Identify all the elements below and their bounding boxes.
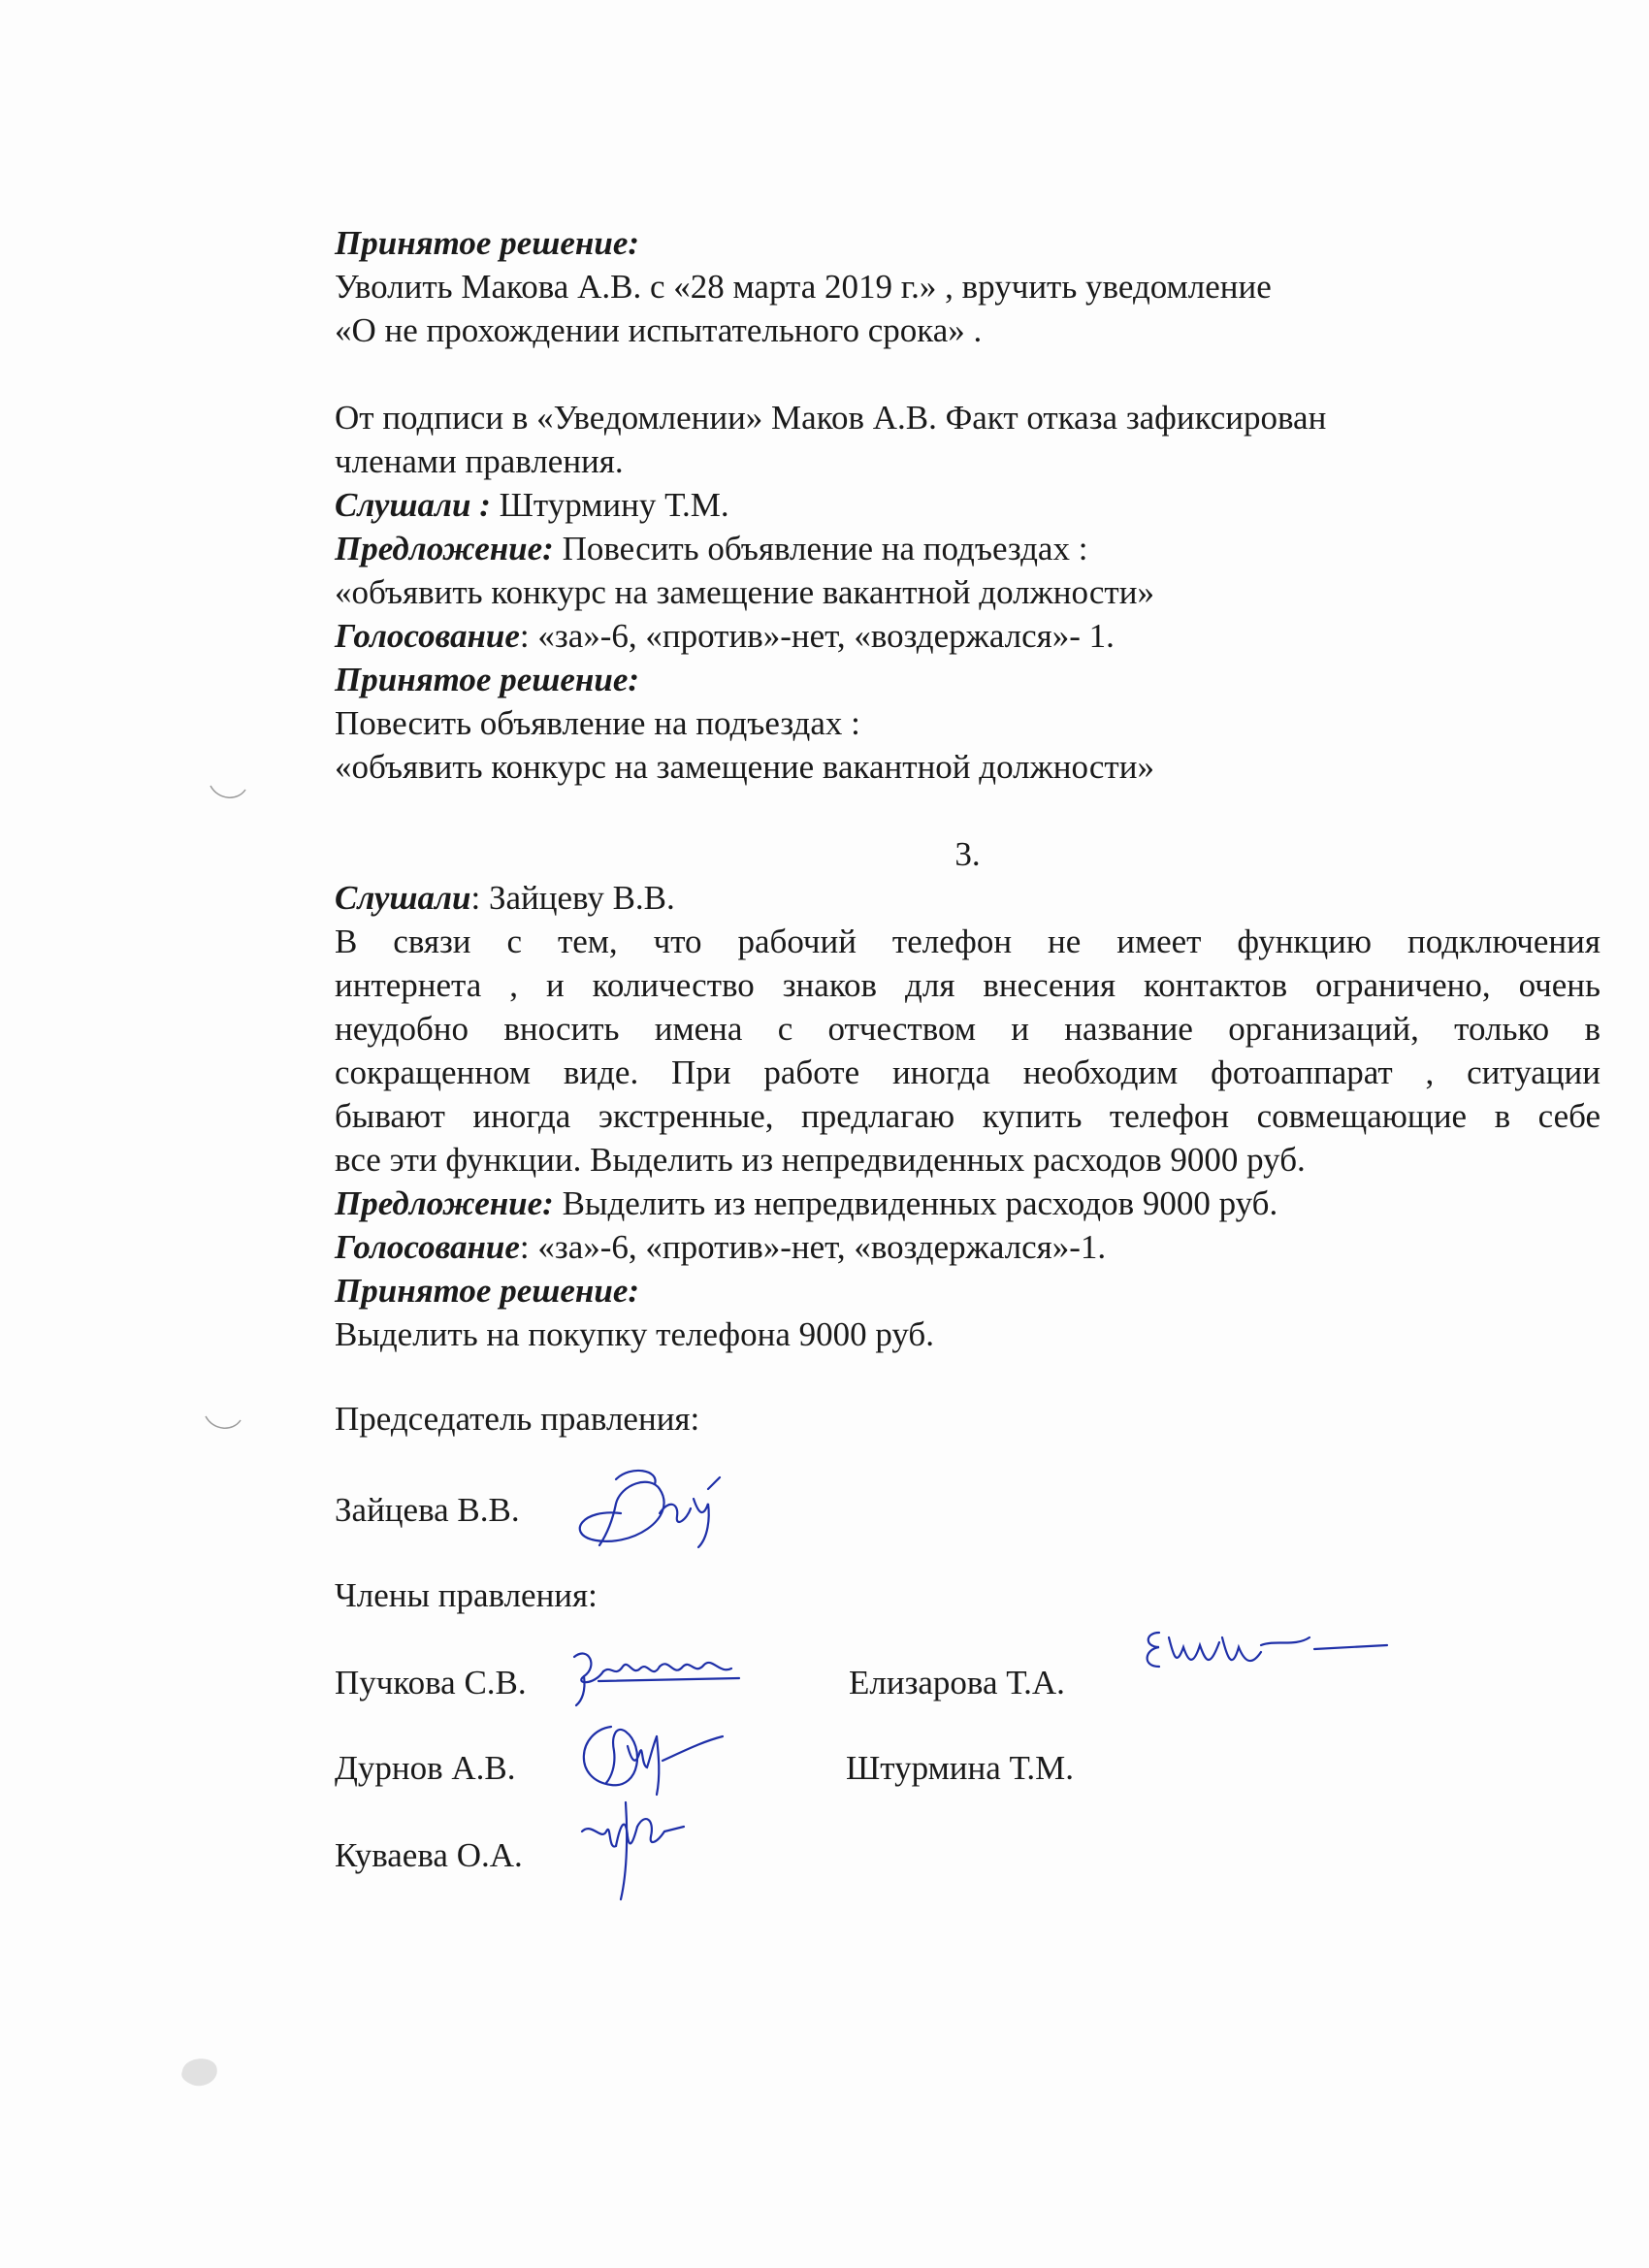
heard3: Слушали: Зайцеву В.В. <box>335 879 675 917</box>
vote3: Голосование: «за»-6, «против»-нет, «воздержался»-1. <box>335 1228 1107 1266</box>
proposal2: Предложение: Повесить объявление на подъездах : <box>335 530 1088 567</box>
para3-line: все эти функции. Выделить из непредвиденных расходов 9000 руб. <box>335 1141 1306 1179</box>
signature-chairman <box>563 1460 747 1557</box>
punch-hole-mark <box>204 1407 242 1436</box>
signature-member-2 <box>1130 1618 1392 1691</box>
decision3-line1: Выделить на покупку телефона 9000 руб. <box>335 1315 934 1353</box>
para3-line: сокращенном виде. При работе иногда необходим фотоаппарат , ситуации <box>335 1053 1600 1091</box>
decision3: Принятое решение: <box>335 1272 640 1310</box>
punch-hole-mark <box>209 776 247 805</box>
refusal-line1: От подписи в «Уведомлении» Маков А.В. Факт отказа зафиксирован <box>335 399 1327 437</box>
decision1-line1: Уволить Макова А.В. с «28 марта 2019 г.» , вручить уведомление <box>335 268 1272 306</box>
chairman-title: Председатель правления: <box>335 1400 700 1438</box>
para3-line: интернета , и количество знаков для внесения контактов ограничено, очень <box>335 966 1600 1004</box>
para3-line: бывают иногда экстренные, предлагаю купить телефон совмещающие в себе <box>335 1097 1600 1135</box>
signature-member-5 <box>567 1793 703 1909</box>
member-name: Дурнов А.В. <box>335 1749 516 1787</box>
members-title: Члены правления: <box>335 1576 598 1614</box>
proposal2-line2: «объявить конкурс на замещение вакантной должности» <box>335 573 1154 611</box>
decision2-line1: Повесить объявление на подъездах : <box>335 704 860 742</box>
decision1-line2: «О не прохождении испытательного срока» . <box>335 311 983 349</box>
decision2-line2: «объявить конкурс на замещение вакантной должности» <box>335 748 1154 786</box>
member-name: Пучкова С.В. <box>335 1664 527 1701</box>
scan-smudge <box>173 2047 231 2095</box>
member-name: Штурмина Т.М. <box>846 1749 1075 1787</box>
chairman-name: Зайцева В.В. <box>335 1491 520 1529</box>
refusal-line2: членами правления. <box>335 442 624 480</box>
para3-line: неудобно вносить имена с отчеством и название организаций, только в <box>335 1010 1600 1048</box>
decision1: Принятое решение: <box>335 224 640 262</box>
decision2: Принятое решение: <box>335 661 640 698</box>
para3-line: В связи с тем, что рабочий телефон не имеет функцию подключения <box>335 923 1600 960</box>
signature-member-3 <box>567 1707 732 1804</box>
minutes-body <box>335 221 1600 1356</box>
member-name: Елизарова Т.А. <box>849 1664 1065 1701</box>
heard2: Слушали : Штурмину Т.М. <box>335 486 729 524</box>
section-number: 3. <box>954 835 981 873</box>
proposal3: Предложение: Выделить из непредвиденных расходов 9000 руб. <box>335 1184 1278 1222</box>
member-name: Куваева О.А. <box>335 1836 523 1874</box>
signature-member-1 <box>565 1637 759 1710</box>
vote2: Голосование: «за»-6, «против»-нет, «воздержался»- 1. <box>335 617 1115 655</box>
